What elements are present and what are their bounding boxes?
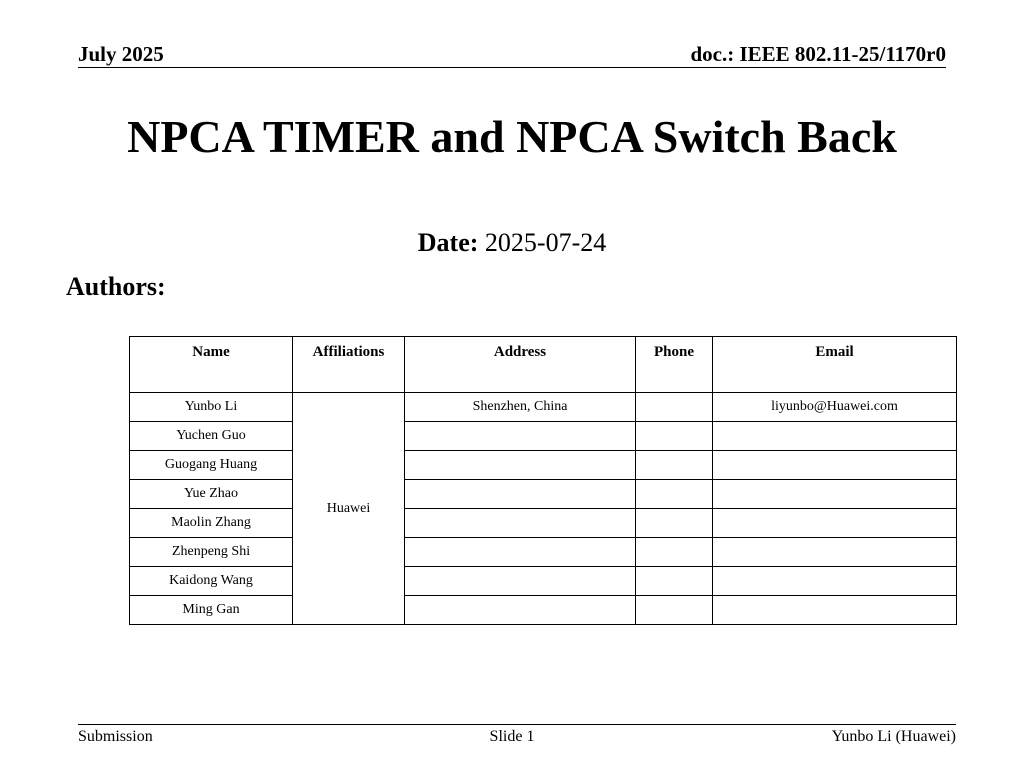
header-address: Address [405, 337, 636, 393]
author-address [405, 596, 636, 625]
author-name: Guogang Huang [130, 451, 293, 480]
author-address [405, 451, 636, 480]
footer-author: Yunbo Li (Huawei) [831, 728, 956, 745]
author-name: Yue Zhao [130, 480, 293, 509]
author-name: Yuchen Guo [130, 422, 293, 451]
header-name: Name [130, 337, 293, 393]
table-row [130, 393, 957, 422]
author-address [405, 480, 636, 509]
author-affiliation: Huawei [293, 393, 405, 625]
table-row [130, 480, 957, 509]
author-name: Kaidong Wang [130, 567, 293, 596]
table-row [130, 509, 957, 538]
author-email: liyunbo@Huawei.com [713, 393, 957, 422]
footer-submission: Submission [78, 728, 153, 745]
author-phone [636, 509, 713, 538]
slide-title: NPCA TIMER and NPCA Switch Back [127, 111, 897, 162]
author-address [405, 567, 636, 596]
table-header-row [130, 337, 957, 393]
header-email: Email [713, 337, 957, 393]
author-name: Zhenpeng Shi [130, 538, 293, 567]
author-email [713, 451, 957, 480]
header-divider [78, 67, 946, 68]
header-phone: Phone [636, 337, 713, 393]
date-value: 2025-07-24 [484, 228, 607, 257]
table-row [130, 567, 957, 596]
date-label: Date: [417, 228, 479, 257]
table-row [130, 451, 957, 480]
author-phone [636, 422, 713, 451]
author-email [713, 422, 957, 451]
author-email [713, 538, 957, 567]
author-name: Ming Gan [130, 596, 293, 625]
author-email [713, 480, 957, 509]
author-phone [636, 538, 713, 567]
author-phone [636, 393, 713, 422]
author-address: Shenzhen, China [405, 393, 636, 422]
author-phone [636, 596, 713, 625]
author-address [405, 509, 636, 538]
authors-table [129, 336, 957, 625]
author-name: Yunbo Li [130, 393, 293, 422]
table-row [130, 596, 957, 625]
header-date: July 2025 [78, 42, 164, 66]
authors-label: Authors: [66, 272, 166, 301]
author-email [713, 509, 957, 538]
author-phone [636, 567, 713, 596]
header-doc-id: doc.: IEEE 802.11-25/1170r0 [690, 42, 946, 66]
footer-divider [78, 724, 956, 725]
date-line [0, 228, 1024, 258]
author-phone [636, 480, 713, 509]
author-address [405, 422, 636, 451]
author-name: Maolin Zhang [130, 509, 293, 538]
author-phone [636, 451, 713, 480]
footer-slide-number: Slide 1 [489, 728, 535, 745]
author-email [713, 596, 957, 625]
table-row [130, 422, 957, 451]
author-address [405, 538, 636, 567]
header-affiliations: Affiliations [293, 337, 405, 393]
author-email [713, 567, 957, 596]
table-row [130, 538, 957, 567]
